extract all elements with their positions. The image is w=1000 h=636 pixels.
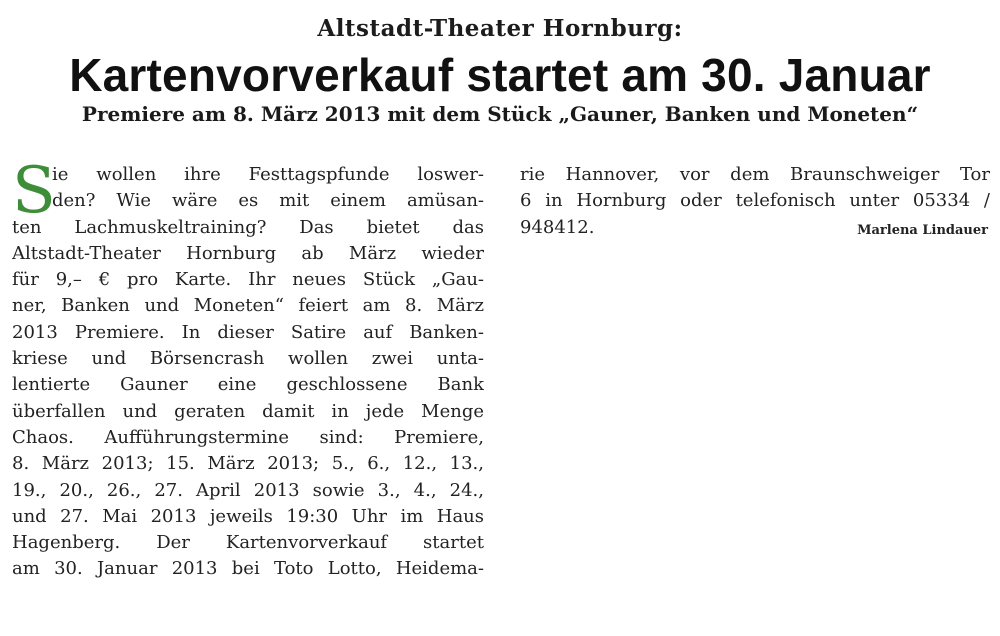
body-line: rie Hannover, vor dem Braunschweiger Tor — [520, 164, 990, 185]
body-line: am 30. Januar 2013 bei Toto Lotto, Heidema- — [12, 558, 484, 580]
closing-line — [520, 215, 990, 241]
body-line: überfallen und geraten damit in jede Menge — [12, 400, 484, 422]
body-line: ten Lachmuskeltraining? Das bietet das — [12, 216, 484, 238]
body-line: 19., 20., 26., 27. April 2013 sowie 3., 4., 24., — [12, 479, 484, 501]
drop-cap: S — [12, 154, 56, 228]
body-line: 8. März 2013; 15. März 2013; 5., 6., 12., 13., — [12, 453, 484, 475]
body-line: ner, Banken und Moneten“ feiert am 8. März — [12, 295, 484, 317]
body-line: 948412. — [520, 216, 595, 238]
article-headline: Kartenvorverkauf startet am 30. Januar — [69, 49, 931, 101]
article-kicker: Altstadt-Theater Hornburg: — [317, 15, 683, 42]
body-line: kriese und Börsencrash wollen zwei unta- — [12, 348, 484, 370]
body-line: für 9,– € pro Karte. Ihr neues Stück „Gau- — [12, 269, 484, 291]
body-line: Chaos. Aufführungstermine sind: Premiere, — [12, 426, 484, 448]
author-byline: Marlena Lindauer — [857, 222, 988, 238]
article-body-left-column — [12, 154, 484, 583]
body-line: Altstadt-Theater Hornburg ab März wieder — [12, 242, 484, 264]
body-line: 2013 Premiere. In dieser Satire auf Banken- — [12, 321, 484, 343]
body-line: den? Wie wäre es mit einem amüsan- — [52, 190, 484, 212]
body-line: 6 in Hornburg oder telefonisch unter 05334 / — [520, 190, 990, 212]
body-line: ie wollen ihre Festtagspfunde loswer- — [52, 164, 484, 185]
article-subhead: Premiere am 8. März 2013 mit dem Stück „Gauner, Banken und Moneten“ — [81, 102, 919, 126]
body-line: lentierte Gauner eine geschlossene Bank — [12, 374, 484, 396]
body-line: Hagenberg. Der Kartenvorverkauf startet — [12, 532, 484, 554]
article-body-right-column — [520, 162, 990, 241]
body-line: und 27. Mai 2013 jeweils 19:30 Uhr im Haus — [12, 505, 484, 527]
